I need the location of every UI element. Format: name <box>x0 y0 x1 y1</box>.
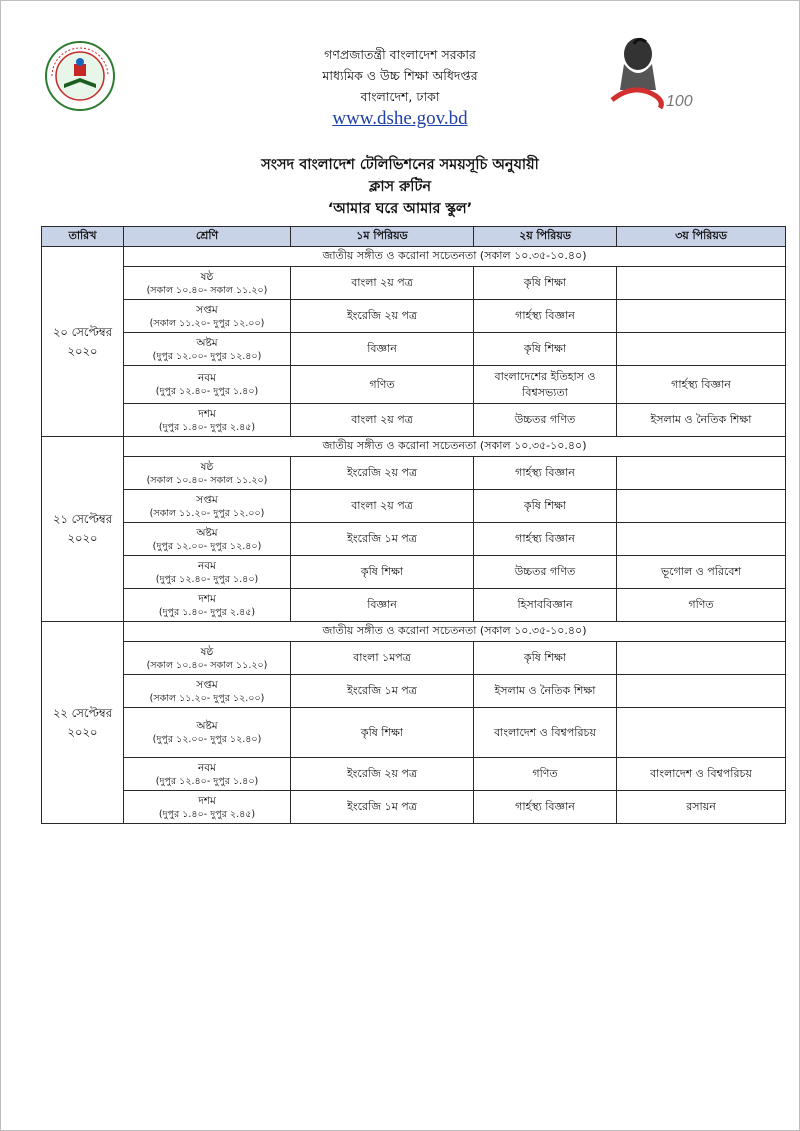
class-cell <box>124 758 291 791</box>
period-2-subject: উচ্চতর গণিত <box>474 404 617 437</box>
period-1-subject: ইংরেজি ১ম পত্র <box>291 675 474 708</box>
period-1-subject: ইংরেজি ১ম পত্র <box>291 791 474 824</box>
date-line-2: ২০২০ <box>67 531 98 545</box>
period-2-subject: গার্হস্থ্য বিজ্ঞান <box>474 523 617 556</box>
class-time: (সকাল ১১.২০- দুপুর ১২.০০) <box>149 692 265 704</box>
class-cell <box>124 523 291 556</box>
location: বাংলাদেশ, ঢাকা <box>360 89 440 104</box>
period-3-subject: ইসলাম ও নৈতিক শিক্ষা <box>617 404 786 437</box>
table-row <box>42 556 786 589</box>
table-row <box>42 300 786 333</box>
table-row <box>42 589 786 622</box>
period-3-subject: গণিত <box>617 589 786 622</box>
period-1-subject: বাংলা ১মপত্র <box>291 642 474 675</box>
period-3-subject: গার্হস্থ্য বিজ্ঞান <box>617 366 786 404</box>
issuer-header <box>200 44 600 131</box>
title-line-2: ক্লাস রুটিন <box>368 179 431 195</box>
title-line-1: সংসদ বাংলাদেশ টেলিভিশনের সময়সূচি অনুযায়ী <box>261 157 539 173</box>
class-cell <box>124 675 291 708</box>
class-name: সপ্তম <box>196 493 218 506</box>
day-band-row <box>42 622 786 642</box>
anthem-awareness-band: জাতীয় সঙ্গীত ও করোনা সচেতনতা (সকাল ১০.৩৫-১০.৪০) <box>124 622 786 642</box>
class-time: (দুপুর ১২.৪০- দুপুর ১.৪০) <box>155 573 259 585</box>
svg-text:100: 100 <box>666 93 693 110</box>
class-time: (সকাল ১০.৪০- সকাল ১১.২০) <box>146 659 268 671</box>
period-3-subject <box>617 675 786 708</box>
class-name: সপ্তম <box>196 678 218 691</box>
col-header-period-3: ৩য় পিরিয়ড <box>617 227 786 247</box>
class-cell <box>124 791 291 824</box>
table-row <box>42 758 786 791</box>
period-3-subject <box>617 642 786 675</box>
period-2-subject: কৃষি শিক্ষা <box>474 267 617 300</box>
class-routine-table <box>41 226 786 824</box>
table-row <box>42 523 786 556</box>
class-time: (দুপুর ১২.৪০- দুপুর ১.৪০) <box>155 386 259 397</box>
table-row <box>42 457 786 490</box>
period-1-subject: ইংরেজি ২য় পত্র <box>291 457 474 490</box>
class-cell <box>124 267 291 300</box>
date-line-1: ২১ সেপ্টেম্বর <box>52 512 113 526</box>
col-header-period-1: ১ম পিরিয়ড <box>291 227 474 247</box>
table-row <box>42 708 786 758</box>
class-cell <box>124 589 291 622</box>
class-cell <box>124 457 291 490</box>
class-time: (দুপুর ১২.০০- দুপুর ১২.৪০) <box>152 350 262 362</box>
period-3-subject <box>617 457 786 490</box>
class-cell <box>124 642 291 675</box>
class-name: নবম <box>198 559 216 572</box>
period-3-subject <box>617 333 786 366</box>
title-line-3: ‘আমার ঘরে আমার স্কুল’ <box>327 201 473 217</box>
document-title <box>100 154 700 220</box>
period-3-subject <box>617 300 786 333</box>
date-cell <box>42 622 124 824</box>
class-time: (সকাল ১১.২০- দুপুর ১২.০০) <box>149 317 265 329</box>
class-time: (সকাল ১০.৪০- সকাল ১১.২০) <box>146 474 268 486</box>
period-3-subject <box>617 523 786 556</box>
period-1-subject: গণিত <box>291 366 474 404</box>
class-cell <box>124 404 291 437</box>
table-row <box>42 333 786 366</box>
class-cell <box>124 708 291 758</box>
period-1-subject: ইংরেজি ২য় পত্র <box>291 300 474 333</box>
table-row <box>42 490 786 523</box>
class-name: নবম <box>198 761 216 774</box>
period-3-subject: রসায়ন <box>617 791 786 824</box>
class-time: (সকাল ১০.৪০- সকাল ১১.২০) <box>146 284 268 296</box>
class-name: নবম <box>198 372 216 384</box>
class-name: অষ্টম <box>196 526 218 539</box>
period-1-subject: বিজ্ঞান <box>291 333 474 366</box>
period-2-subject: কৃষি শিক্ষা <box>474 333 617 366</box>
class-name: দশম <box>198 592 216 605</box>
table-row <box>42 642 786 675</box>
govt-name: গণপ্রজাতন্ত্রী বাংলাদেশ সরকার <box>324 47 476 62</box>
day-band-row <box>42 437 786 457</box>
period-1-subject: ইংরেজি ২য় পত্র <box>291 758 474 791</box>
mujib-borsho-logo <box>604 30 700 114</box>
period-1-subject: বাংলা ২য় পত্র <box>291 404 474 437</box>
col-header-period-2: ২য় পিরিয়ড <box>474 227 617 247</box>
class-name: অষ্টম <box>196 720 218 732</box>
period-2-subject: কৃষি শিক্ষা <box>474 642 617 675</box>
class-time: (সকাল ১১.২০- দুপুর ১২.০০) <box>149 507 265 519</box>
class-name: ষষ্ঠ <box>200 460 214 473</box>
table-row <box>42 366 786 404</box>
class-cell <box>124 300 291 333</box>
table-row <box>42 404 786 437</box>
col-header-class: শ্রেণি <box>124 227 291 247</box>
class-time: (দুপুর ১.৪০- দুপুর ২.৪৫) <box>158 606 256 618</box>
table-row <box>42 267 786 300</box>
period-2-subject: গার্হস্থ্য বিজ্ঞান <box>474 300 617 333</box>
period-2-subject: গণিত <box>474 758 617 791</box>
period-2-subject: গার্হস্থ্য বিজ্ঞান <box>474 791 617 824</box>
period-2-subject: কৃষি শিক্ষা <box>474 490 617 523</box>
class-time: (দুপুর ১.৪০- দুপুর ২.৪৫) <box>158 808 256 820</box>
class-cell <box>124 366 291 404</box>
table-row <box>42 791 786 824</box>
period-2-subject: বাংলাদেশ ও বিশ্বপরিচয় <box>474 708 617 758</box>
dshe-logo <box>44 40 116 112</box>
date-cell <box>42 437 124 622</box>
class-name: অষ্টম <box>196 336 218 349</box>
period-3-subject: বাংলাদেশ ও বিশ্বপরিচয় <box>617 758 786 791</box>
period-3-subject <box>617 490 786 523</box>
period-2-subject: বাংলাদেশের ইতিহাস ও বিশ্বসভ্যতা <box>474 366 617 404</box>
anthem-awareness-band: জাতীয় সঙ্গীত ও করোনা সচেতনতা (সকাল ১০.৩৫-১০.৪০) <box>124 247 786 267</box>
class-time: (দুপুর ১.৪০- দুপুর ২.৪৫) <box>158 421 256 433</box>
period-1-subject: বিজ্ঞান <box>291 589 474 622</box>
class-name: দশম <box>198 794 216 807</box>
period-1-subject: বাংলা ২য় পত্র <box>291 267 474 300</box>
class-cell <box>124 333 291 366</box>
date-line-2: ২০২০ <box>67 724 98 739</box>
anthem-awareness-band: জাতীয় সঙ্গীত ও করোনা সচেতনতা (সকাল ১০.৩৫-১০.৪০) <box>124 437 786 457</box>
period-3-subject: ভূগোল ও পরিবেশ <box>617 556 786 589</box>
col-header-date: তারিখ <box>42 227 124 247</box>
class-time: (দুপুর ১২.০০- দুপুর ১২.৪০) <box>152 734 262 745</box>
period-1-subject: কৃষি শিক্ষা <box>291 708 474 758</box>
period-2-subject: ইসলাম ও নৈতিক শিক্ষা <box>474 675 617 708</box>
table-row <box>42 675 786 708</box>
period-1-subject: ইংরেজি ১ম পত্র <box>291 523 474 556</box>
date-line-1: ২২ সেপ্টেম্বর <box>52 705 113 720</box>
date-line-1: ২০ সেপ্টেম্বর <box>52 324 113 339</box>
period-3-subject <box>617 708 786 758</box>
period-2-subject: গার্হস্থ্য বিজ্ঞান <box>474 457 617 490</box>
class-time: (দুপুর ১২.০০- দুপুর ১২.৪০) <box>152 540 262 552</box>
date-line-2: ২০২০ <box>67 343 98 358</box>
class-time: (দুপুর ১২.৪০- দুপুর ১.৪০) <box>155 775 259 787</box>
period-1-subject: বাংলা ২য় পত্র <box>291 490 474 523</box>
period-2-subject: হিসাববিজ্ঞান <box>474 589 617 622</box>
class-cell <box>124 490 291 523</box>
date-cell <box>42 247 124 437</box>
table-body <box>42 247 786 824</box>
period-3-subject <box>617 267 786 300</box>
period-2-subject: উচ্চতর গণিত <box>474 556 617 589</box>
day-band-row <box>42 247 786 267</box>
website-link[interactable]: www.dshe.gov.bd <box>332 108 468 129</box>
class-name: দশম <box>198 407 216 420</box>
table-header-row <box>42 227 786 247</box>
directorate-name: মাধ্যমিক ও উচ্চ শিক্ষা অধিদপ্তর <box>322 68 478 83</box>
class-cell <box>124 556 291 589</box>
class-name: সপ্তম <box>196 303 218 316</box>
period-1-subject: কৃষি শিক্ষা <box>291 556 474 589</box>
class-name: ষষ্ঠ <box>200 645 214 658</box>
class-name: ষষ্ঠ <box>200 270 214 283</box>
